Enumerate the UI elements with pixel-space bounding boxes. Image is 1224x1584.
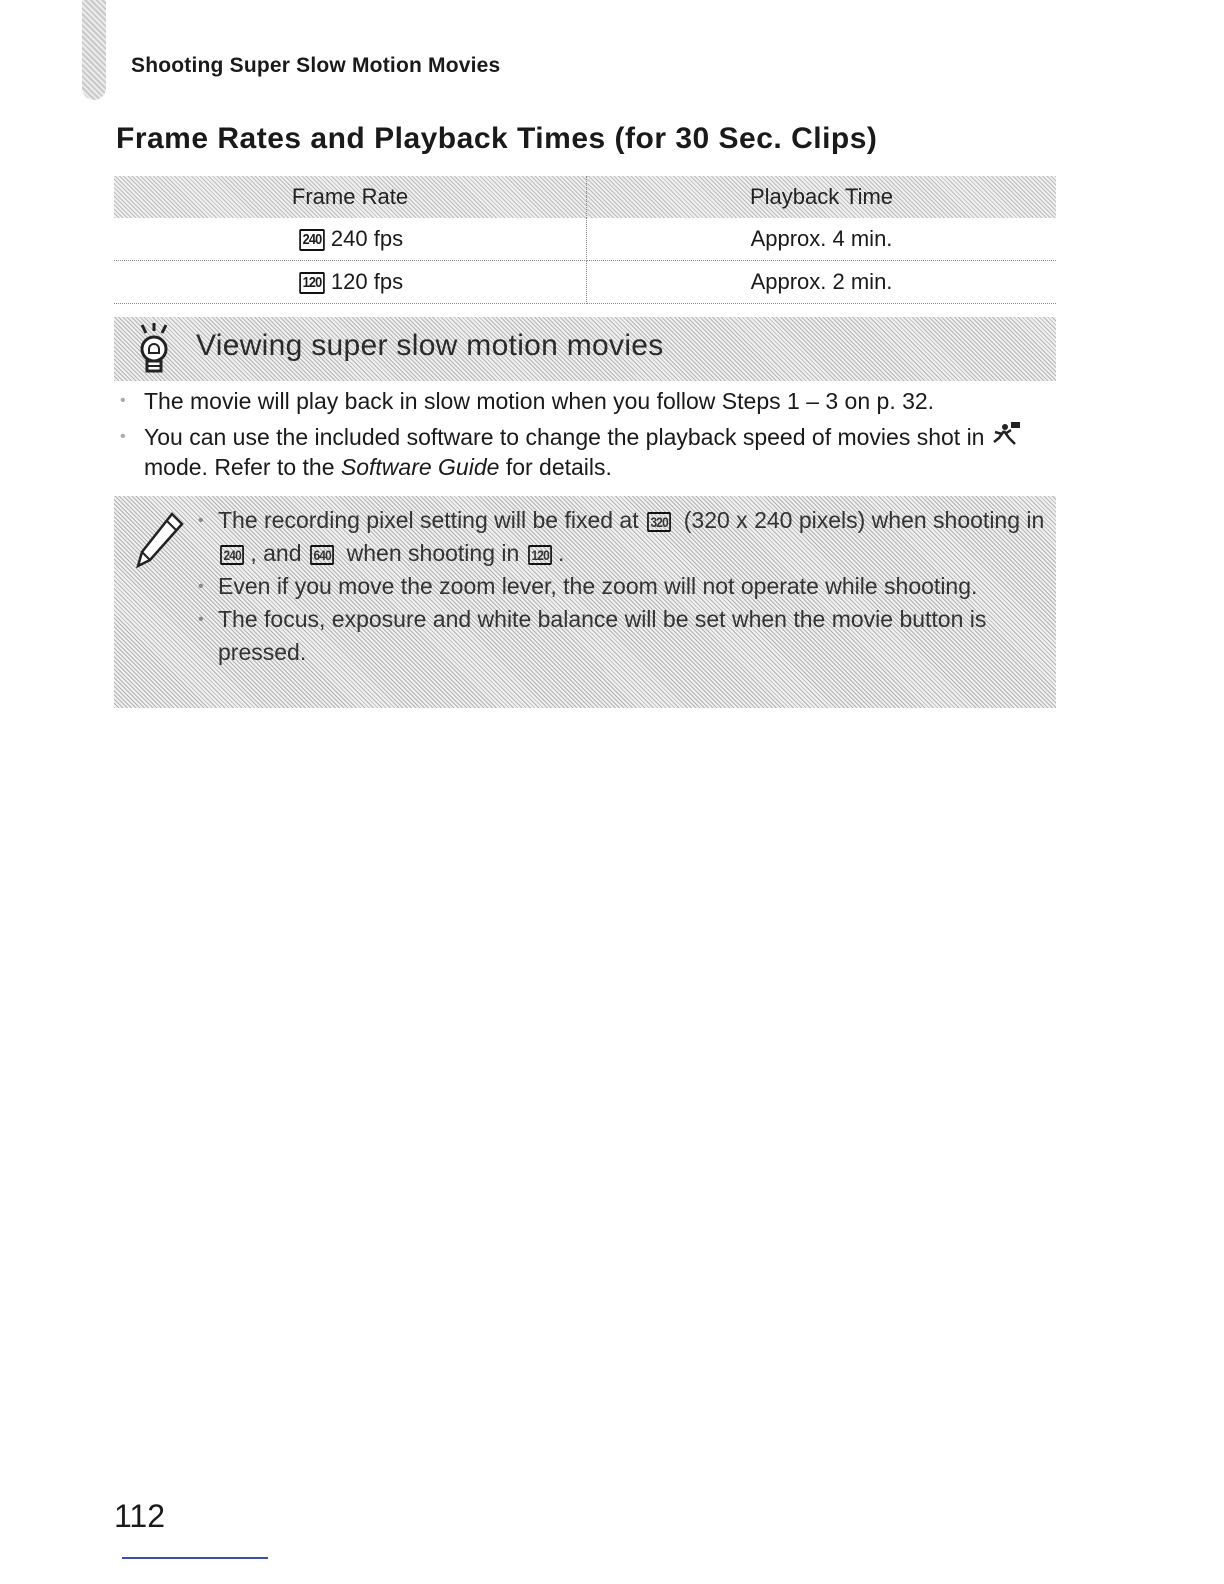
super-slow-motion-mode-icon [991, 422, 1021, 448]
frame-rate-cell [114, 261, 587, 304]
table-row [114, 261, 1056, 304]
note-text: (320 x 240 pixels) when shooting in [683, 507, 1045, 533]
frame-rate-value: 120 fps [330, 269, 404, 294]
tip-title: Viewing super slow motion movies [196, 329, 664, 362]
note-text: The recording pixel setting will be fixed at [218, 507, 639, 533]
footer-rule [122, 1557, 268, 1559]
section-header: Shooting Super Slow Motion Movies [131, 54, 501, 77]
column-header-frame-rate: Frame Rate [114, 176, 587, 218]
frame-rate-120-icon: 120 [299, 272, 325, 294]
software-guide-reference: Software Guide [340, 454, 500, 480]
note-text: , and [250, 540, 302, 566]
list-item: • The movie will play back in slow motion when you follow Steps 1 – 3 on p. 32. [114, 386, 1056, 416]
frame-rate-240-icon: 240 [299, 229, 325, 251]
playback-time-cell: Approx. 2 min. [587, 261, 1057, 304]
page-edge-tab [82, 0, 106, 100]
list-item: • The focus, exposure and white balance will be set when the movie button is pressed. [198, 603, 1048, 669]
note-text: . [558, 540, 565, 566]
playback-time-cell: Approx. 4 min. [587, 218, 1057, 261]
tip-text: mode. Refer to the [144, 454, 335, 480]
tip-header [114, 317, 1056, 381]
tip-list [114, 386, 1056, 488]
resolution-640-icon: 640 [310, 545, 334, 565]
list-item: • Even if you move the zoom lever, the zoom will not operate while shooting. [198, 570, 1048, 603]
page-number: 112 [114, 1498, 166, 1534]
tip-text: You can use the included software to change the playback speed of movies shot in [144, 424, 985, 450]
note-list [198, 504, 1048, 669]
frame-rate-table [114, 176, 1056, 304]
column-header-playback-time: Playback Time [587, 176, 1057, 218]
page-title: Frame Rates and Playback Times (for 30 Sec. Clips) [116, 122, 878, 155]
note-text: when shooting in [346, 540, 520, 566]
frame-rate-value: 240 fps [330, 226, 404, 251]
note-box [114, 496, 1056, 708]
frame-rate-cell [114, 218, 587, 261]
frame-rate-240-icon: 240 [220, 545, 244, 565]
pencil-icon [132, 510, 186, 572]
table-header-row [114, 176, 1056, 218]
table-row [114, 218, 1056, 261]
frame-rate-120-icon: 120 [528, 545, 552, 565]
lightbulb-icon [134, 321, 174, 377]
list-item [114, 422, 1056, 482]
resolution-320-icon: 320 [647, 512, 671, 532]
tip-text: for details. [505, 454, 612, 480]
list-item [198, 504, 1048, 570]
